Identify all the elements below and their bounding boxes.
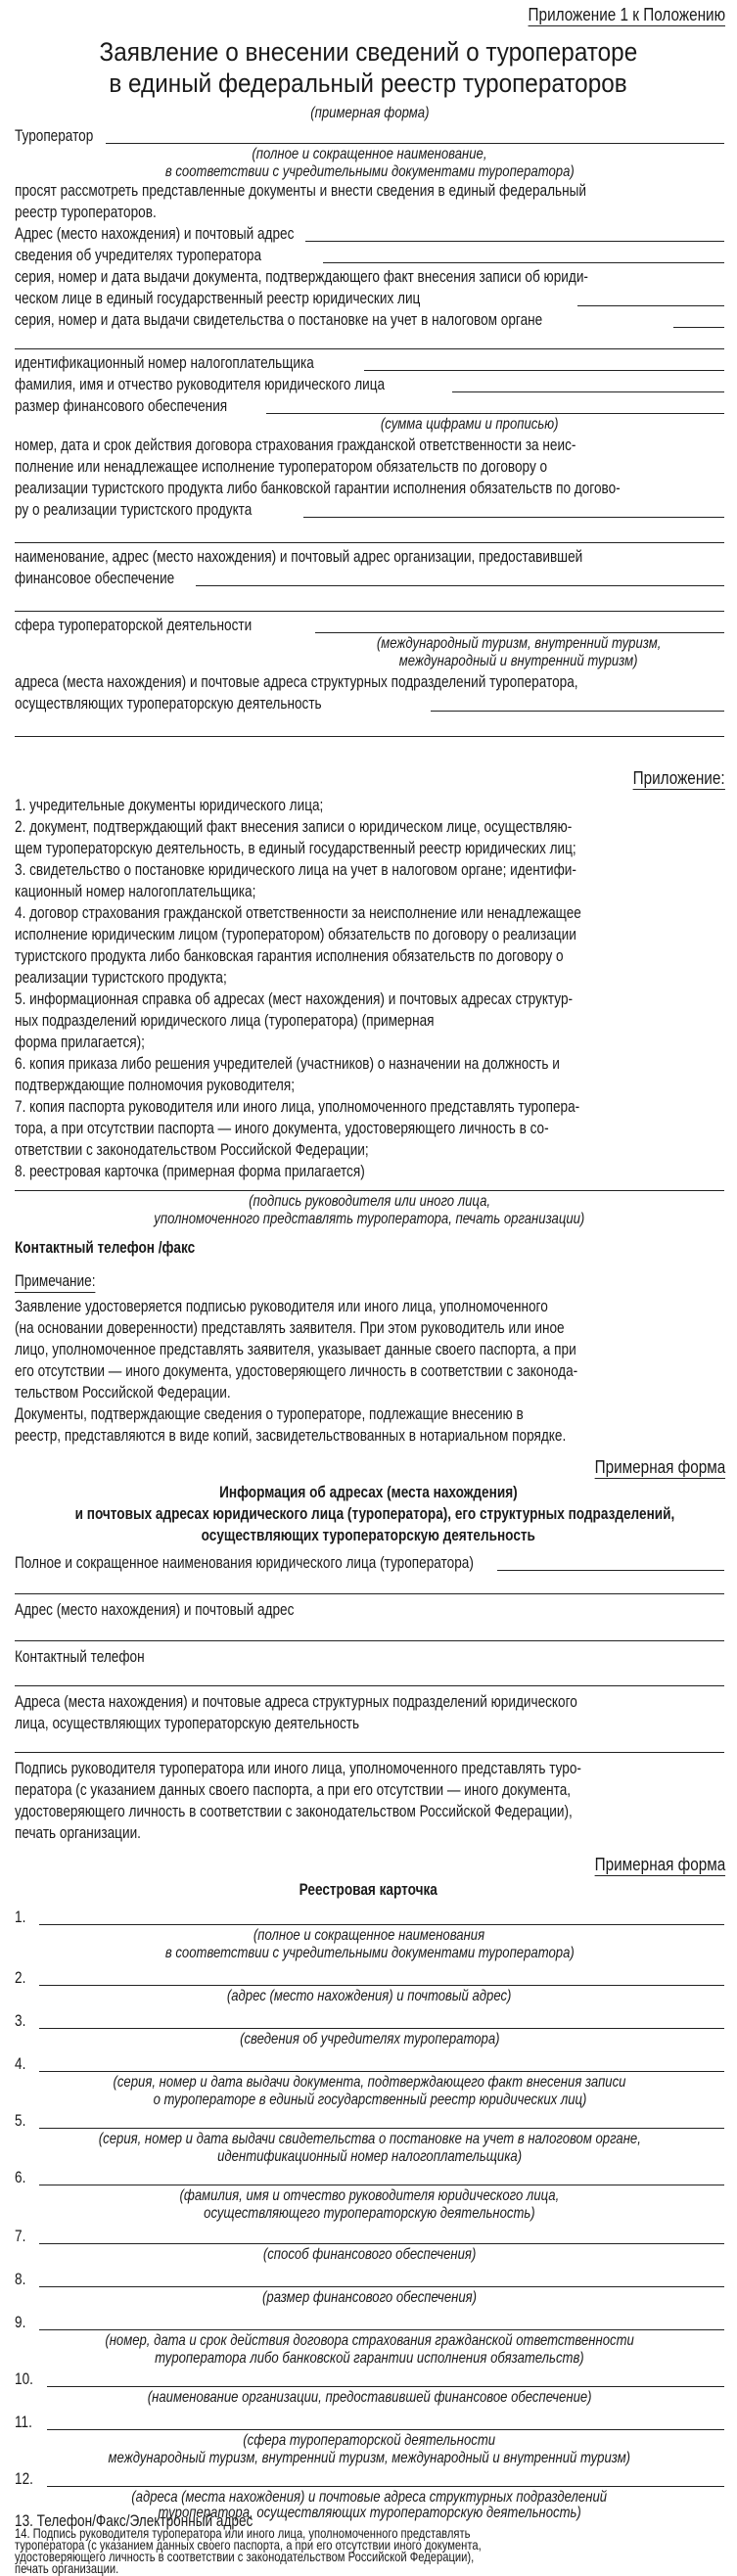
- card-item-number: 2.: [15, 1968, 26, 1987]
- caption-sum: (сумма цифрами и прописью): [381, 416, 559, 433]
- info-sign-line: удостоверяющего личность в соответствии с законодательством Российской Федерации),: [15, 1802, 573, 1820]
- field-egrul[interactable]: [577, 305, 724, 306]
- caption-name-2: в соответствии с учредительными документами туроператора): [164, 163, 575, 180]
- label-inn: идентификационный номер налогоплательщика: [15, 353, 314, 372]
- request-text-2: реестр туроператоров.: [15, 203, 157, 221]
- card-item-number: 11.: [15, 2413, 32, 2431]
- attachment-line: кационный номер налогоплательщика;: [15, 882, 256, 900]
- card-item-number: 1.: [15, 1908, 26, 1926]
- card-field-2[interactable]: [39, 1985, 724, 1986]
- card-item-14-line: 14. Подпись руководителя туроператора или иного лица, уполномоченного представлять: [15, 2525, 471, 2541]
- card-caption: (серия, номер и дата выдачи свидетельства о постановке на учет в налоговом органе,: [98, 2131, 641, 2147]
- card-caption: (адрес (место нахождения) и почтовый адрес): [227, 1988, 512, 2004]
- info-field-branches[interactable]: [15, 1752, 724, 1753]
- card-field-4[interactable]: [39, 2071, 724, 2072]
- label-founders: сведения об учредителях туроператора: [15, 246, 262, 264]
- label-touroperator: Туроператор: [15, 126, 94, 145]
- card-item-14-line: печать организации.: [15, 2560, 119, 2576]
- card-item-number: 5.: [15, 2111, 26, 2130]
- label-contract-3: реализации туристского продукта либо банковской гарантии исполнения обязательств по догово-: [15, 479, 621, 497]
- card-caption: (номер, дата и срок действия договора страхования гражданской ответственности: [105, 2332, 634, 2349]
- card-item-number: 3.: [15, 2011, 26, 2030]
- card-caption: о туроператоре в единый государственный реестр юридических лиц): [153, 2092, 586, 2108]
- field-branches[interactable]: [431, 711, 724, 712]
- attachment-line: 4. договор страхования гражданской ответственности за неисполнение или ненадлежащее: [15, 903, 581, 922]
- info-form-title-1: Информация об адресах (места нахождения): [219, 1483, 518, 1501]
- info-sign-line: Подпись руководителя туроператора или иного лица, уполномоченного представлять туро-: [15, 1759, 581, 1777]
- info-label-address: Адрес (место нахождения) и почтовый адрес: [15, 1600, 295, 1619]
- info-form-title-3: осуществляющих туроператорскую деятельность: [201, 1526, 536, 1544]
- attachment-line: 5. информационная справка об адресах (мест нахождения) и почтовых адресах структур-: [15, 989, 574, 1008]
- card-item-number: 7.: [15, 2227, 26, 2245]
- attachment-line: реализации туристского продукта;: [15, 968, 227, 987]
- card-item-number: 9.: [15, 2313, 26, 2331]
- card-caption: туроператора либо банковской гарантии исполнения обязательств): [155, 2350, 584, 2367]
- label-provider-1: наименование, адрес (место нахождения) и почтовый адрес организации, предоставившей: [15, 547, 583, 566]
- info-sign-line: ператора (с указанием данных своего паспорта, а при его отсутствии — иного документа,: [15, 1780, 572, 1799]
- attachment-line: 7. копия паспорта руководителя или иного лица, уполномоченного представлять туропера-: [15, 1097, 580, 1116]
- note-line: Заявление удостоверяется подписью руководителя или иного лица, уполномоченного: [15, 1297, 548, 1315]
- label-contract-1: номер, дата и срок действия договора страхования гражданской ответственности за неис-: [15, 436, 576, 454]
- info-label-full-name: Полное и сокращенное наименования юридического лица (туроператора): [15, 1553, 474, 1572]
- request-text-1: просят рассмотреть представленные документы и внести сведения в единый федеральный: [15, 181, 586, 200]
- field-touroperator[interactable]: [106, 143, 724, 144]
- label-guarantee-size: размер финансового обеспечения: [15, 396, 228, 415]
- card-caption: (сфера туроператорской деятельности: [243, 2432, 496, 2449]
- caption-sphere-1: (международный туризм, внутренний туризм,: [376, 635, 662, 652]
- note-line: его отсутствии — иного документа, удостоверяющего личность в соответствии с законода-: [15, 1361, 578, 1380]
- card-caption: (размер финансового обеспечения): [262, 2289, 477, 2306]
- caption-signature-2: уполномоченного представлять туроператора, печать организации): [154, 1211, 585, 1227]
- card-item-number: 8.: [15, 2270, 26, 2288]
- field-inn[interactable]: [364, 370, 724, 371]
- card-field-5[interactable]: [39, 2128, 724, 2129]
- label-egrul-1: серия, номер и дата выдачи документа, подтверждающего факт внесения записи об юриди-: [15, 267, 588, 286]
- label-address: Адрес (место нахождения) и почтовый адрес: [15, 224, 295, 243]
- card-form-label: Примерная форма: [594, 1855, 725, 1874]
- field-provider-cont[interactable]: [15, 611, 724, 612]
- attachment-line: 6. копия приказа либо решения учредителей (участников) о назначении на должность и: [15, 1054, 560, 1073]
- note-line: Документы, подтверждающие сведения о туроператоре, подлежащие внесению в: [15, 1404, 524, 1423]
- form-subtitle: (примерная форма): [309, 105, 430, 121]
- card-caption: (полное и сокращенное наименования: [253, 1927, 485, 1944]
- card-field-10[interactable]: [47, 2386, 724, 2387]
- note-line: реестр, представляются в виде копий, засвидетельствованных в нотариальном порядке.: [15, 1426, 567, 1445]
- card-item-number: 12.: [15, 2469, 33, 2488]
- label-egrul-2: ческом лице в единый государственный реестр юридических лиц: [15, 289, 421, 307]
- card-item-14-line: туроператора (с указанием данных своего паспорта, а при его отсутствии иного документа,: [15, 2537, 482, 2553]
- attachment-line: подтверждающие полномочия руководителя;: [15, 1076, 296, 1094]
- info-form-label: Примерная форма: [594, 1457, 725, 1477]
- info-label-branches-2: лица, осуществляющих туроператорскую деятельность: [15, 1714, 360, 1732]
- field-contract-cont[interactable]: [15, 542, 724, 543]
- card-caption: идентификационный номер налогоплательщика): [217, 2148, 522, 2165]
- label-contract-4: ру о реализации туристского продукта: [15, 500, 253, 519]
- attachment-line: исполнение юридическим лицом (туроператором) обязательств по договору о реализации: [15, 925, 576, 943]
- attachment-line: туристского продукта либо банковская гарантия исполнения обязательств по договору о: [15, 946, 564, 965]
- document-title-line-1: Заявление о внесении сведений о туроператоре: [99, 37, 638, 67]
- info-field-full-name[interactable]: [497, 1570, 724, 1571]
- attachment-line: ных подразделений юридического лица (туроператора) (примерная: [15, 1011, 435, 1030]
- field-head[interactable]: [452, 391, 724, 392]
- attachment-line: тора, а при отсутствии паспорта — иного документа, удостоверяющего личность в со-: [15, 1119, 549, 1137]
- info-field-address[interactable]: [15, 1640, 724, 1641]
- note-line: лицо, уполномоченное представлять заявителя, указывает данные своего паспорта, а при: [15, 1340, 576, 1358]
- card-item-number: 6.: [15, 2168, 26, 2186]
- attachment-line: 8. реестровая карточка (примерная форма прилагается): [15, 1162, 365, 1180]
- card-field-9[interactable]: [39, 2329, 724, 2330]
- card-caption: (серия, номер и дата выдачи документа, подтверждающего факт внесения записи: [113, 2074, 626, 2091]
- card-caption: (адреса (места нахождения) и почтовые адреса структурных подразделений: [131, 2489, 608, 2506]
- field-guarantee-size[interactable]: [266, 413, 724, 414]
- field-founders[interactable]: [323, 262, 724, 263]
- field-branches-cont[interactable]: [15, 736, 724, 737]
- label-provider-2: финансовое обеспечение: [15, 569, 175, 587]
- info-label-phone: Контактный телефон: [15, 1647, 145, 1666]
- caption-sphere-2: международный и внутренний туризм): [399, 653, 638, 669]
- label-branches-2: осуществляющих туроператорскую деятельность: [15, 694, 322, 713]
- attachment-line: ответствии с законодательством Российской Федерации;: [15, 1140, 369, 1159]
- info-form-title-2: и почтовых адресах юридического лица (туроператора), его структурных подразделений,: [74, 1504, 675, 1523]
- label-contract-2: полнение или ненадлежащее исполнение туроператором обязательств по договору о: [15, 457, 548, 476]
- caption-name-1: (полное и сокращенное наименование,: [252, 146, 487, 162]
- card-field-3[interactable]: [39, 2028, 724, 2029]
- card-field-1[interactable]: [39, 1924, 724, 1925]
- info-field-full-name-cont[interactable]: [15, 1593, 724, 1594]
- field-contract[interactable]: [303, 517, 724, 518]
- document-title-line-2: в единый федеральный реестр туроператоров: [109, 69, 628, 98]
- caption-signature-1: (подпись руководителя или иного лица,: [249, 1193, 490, 1210]
- card-item-14-line: удостоверяющего личность в соответствии с законодательством Российской Федерации),: [15, 2549, 475, 2564]
- attachment-line: 3. свидетельство о постановке юридического лица на учет в налоговом органе; идентифи-: [15, 860, 576, 879]
- card-caption: в соответствии с учредительными документами туроператора): [164, 1945, 575, 1961]
- field-sphere[interactable]: [315, 632, 724, 633]
- info-sign-line: печать организации.: [15, 1823, 141, 1842]
- appendix-reference: Приложение 1 к Положению: [528, 5, 725, 24]
- card-caption: (способ финансового обеспечения): [262, 2246, 477, 2263]
- attachment-line: 1. учредительные документы юридического лица;: [15, 796, 324, 814]
- card-caption: (наименование организации, предоставившей финансовое обеспечение): [147, 2389, 592, 2406]
- contact-phone-label: Контактный телефон /факс: [15, 1238, 196, 1257]
- card-caption: (фамилия, имя и отчество руководителя юридического лица,: [179, 2187, 560, 2204]
- card-caption: туроператора, осуществляющих туроператорскую деятельность): [158, 2505, 581, 2521]
- card-field-7[interactable]: [39, 2243, 724, 2244]
- label-head: фамилия, имя и отчество руководителя юридического лица: [15, 375, 386, 393]
- card-item-number: 10.: [15, 2369, 33, 2388]
- note-line: (на основании доверенности) представлять заявителя. При этом руководитель или иное: [15, 1318, 565, 1337]
- field-provider[interactable]: [196, 585, 724, 586]
- attachment-line: 2. документ, подтверждающий факт внесения записи о юридическом лице, осуществляю-: [15, 817, 573, 836]
- card-item-number: 4.: [15, 2054, 26, 2073]
- card-caption: международный туризм, внутренний туризм, международный и внутренний туризм): [108, 2450, 631, 2466]
- label-branches-1: адреса (места нахождения) и почтовые адреса структурных подразделений туроператора,: [15, 672, 578, 691]
- signature-field[interactable]: [15, 1190, 724, 1191]
- field-tax-cert-cont[interactable]: [15, 348, 724, 349]
- info-field-phone[interactable]: [15, 1685, 724, 1686]
- attachments-heading: Приложение:: [633, 768, 725, 788]
- card-field-12[interactable]: [47, 2486, 724, 2487]
- note-line: тельством Российской Федерации.: [15, 1383, 231, 1402]
- field-tax-cert[interactable]: [673, 327, 724, 328]
- info-label-branches-1: Адреса (места нахождения) и почтовые адреса структурных подразделений юридического: [15, 1692, 577, 1711]
- attachment-line: форма прилагается);: [15, 1033, 145, 1051]
- card-title: Реестровая карточка: [299, 1880, 438, 1899]
- card-field-8[interactable]: [39, 2286, 724, 2287]
- card-caption: осуществляющего туроператорскую деятельность): [204, 2205, 535, 2222]
- label-tax-cert: серия, номер и дата выдачи свидетельства о постановке на учет в налоговом органе: [15, 310, 543, 329]
- attachment-line: щем туроператорскую деятельность, в единый государственный реестр юридических лиц;: [15, 839, 576, 857]
- card-item-13: 13. Телефон/Факс/Электронный адрес: [15, 2511, 253, 2530]
- card-caption: (сведения об учредителях туроператора): [239, 2031, 500, 2047]
- label-sphere: сфера туроператорской деятельности: [15, 616, 253, 634]
- field-address[interactable]: [305, 241, 724, 242]
- note-heading: Примечание:: [15, 1270, 115, 1293]
- card-field-11[interactable]: [47, 2429, 724, 2430]
